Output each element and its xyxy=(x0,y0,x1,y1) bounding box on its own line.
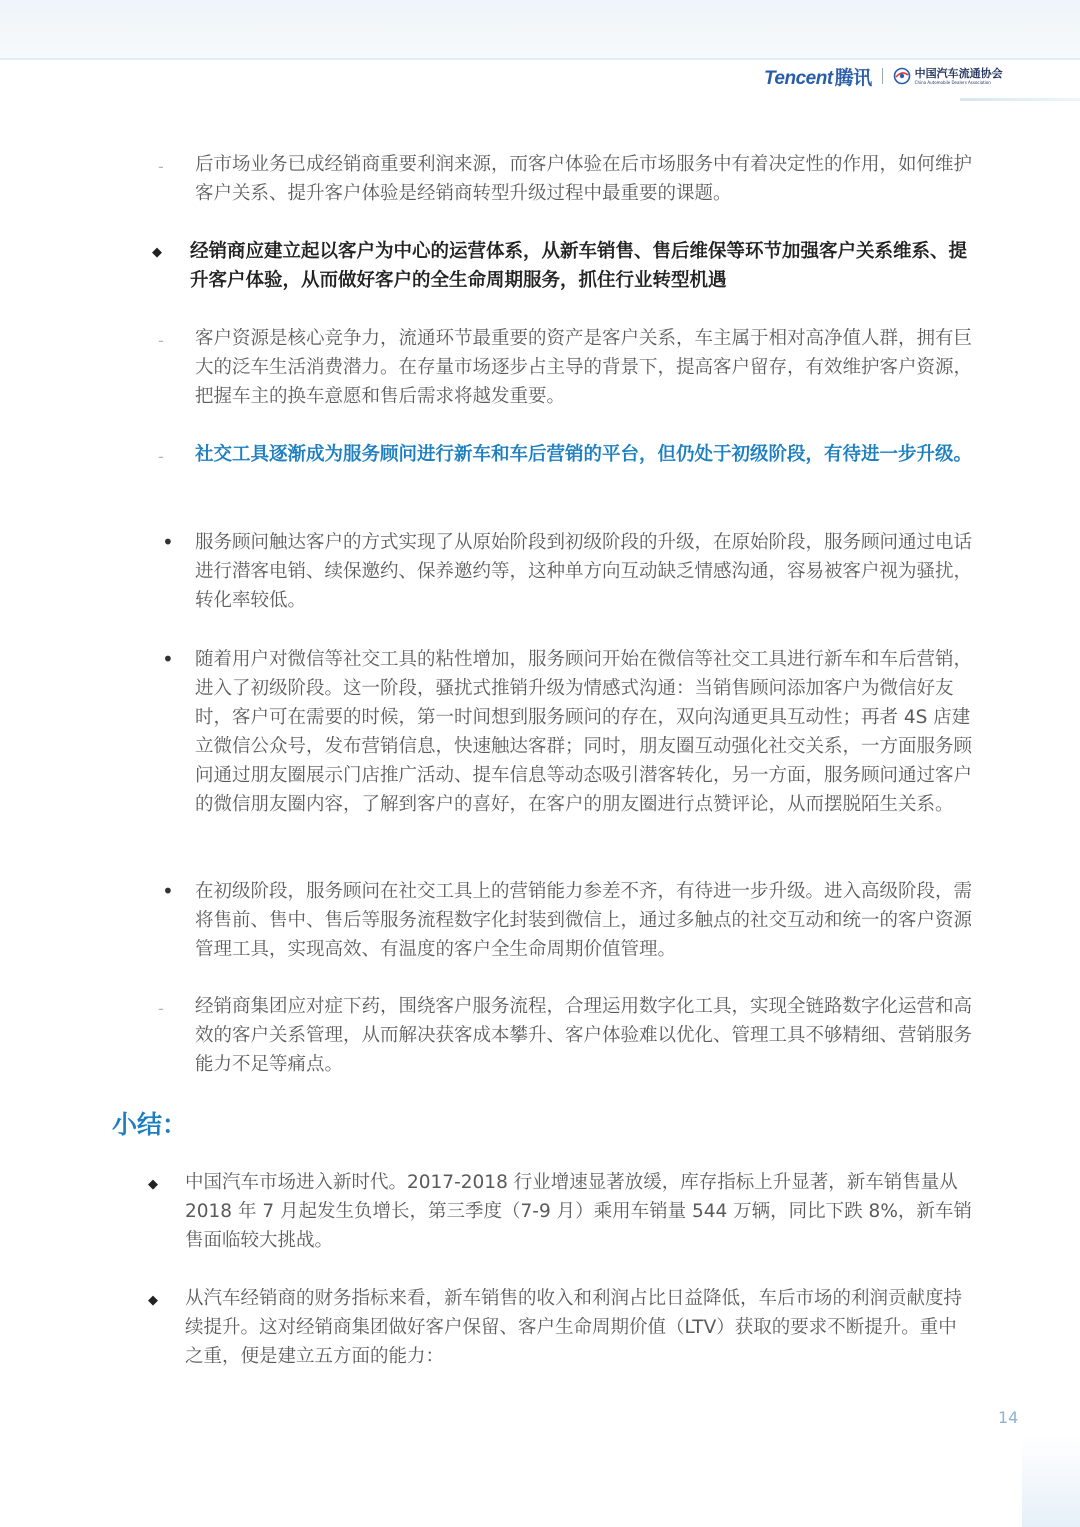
list-item: 客户资源是核心竞争力，流通环节最重要的资产是客户关系，车主属于相对高净值人群，拥有巨大的泛车生活消费潜力。在存量市场逐步占主导的背景下，提高客户留存，有效维护客户资源，把握车主的换车意愿和售后需求将越发重要。 xyxy=(195,328,973,407)
tencent-logo-en: Tencent xyxy=(764,67,833,89)
list-item-highlight: 经销商应建立起以客户为中心的运营体系，从新车销售、售后维保等环节加强客户关系维系、提升客户体验，从而做好客户的全生命周期服务，抓住行业转型机遇 xyxy=(190,241,968,291)
item-marker: • xyxy=(162,530,174,554)
item-marker: - xyxy=(158,331,164,350)
item-marker: - xyxy=(158,157,164,176)
summary-item-marker: ◆ xyxy=(148,1177,158,1192)
list-item: 后市场业务已成经销商重要利润来源，而客户体验在后市场服务中有着决定性的作用，如何维护客户关系、提升客户体验是经销商转型升级过程中最重要的课题。 xyxy=(195,154,973,204)
association-emblem-icon xyxy=(893,67,911,85)
item-marker: - xyxy=(158,447,164,466)
list-item: 服务顾问触达客户的方式实现了从原始阶段到初级阶段的升级，在原始阶段，服务顾问通过电话进行潜客电销、续保邀约、保养邀约等，这种单方向互动缺乏情感沟通，容易被客户视为骚扰，转化率较低。 xyxy=(195,532,973,611)
header-divider xyxy=(0,58,1080,60)
page-corner-decoration xyxy=(1022,1436,1080,1527)
header-logos xyxy=(764,62,1003,90)
list-item: 在初级阶段，服务顾问在社交工具上的营销能力参差不齐，有待进一步升级。进入高级阶段，需将售前、售中、售后等服务流程数字化封装到微信上，通过多触点的社交互动和统一的客户资源管理工具，实现高效、有温度的客户全生命周期价值管理。 xyxy=(195,881,973,960)
summary-item: 从汽车经销商的财务指标来看，新车销售的收入和利润占比日益降低，车后市场的利润贡献度持续提升。这对经销商集团做好客户保留、客户生命周期价值（LTV）获取的要求不断提升。重中之重，便是建立五方面的能力： xyxy=(185,1288,963,1367)
item-marker: • xyxy=(162,647,174,671)
item-marker: • xyxy=(162,879,174,903)
list-item-emphasis: 社交工具逐渐成为服务顾问进行新车和车后营销的平台，但仍处于初级阶段，有待进一步升级。 xyxy=(195,444,973,465)
page-number: 14 xyxy=(998,1408,1019,1427)
list-item: 经销商集团应对症下药，围绕客户服务流程，合理运用数字化工具，实现全链路数字化运营和高效的客户关系管理，从而解决获客成本攀升、客户体验难以优化、管理工具不够精细、营销服务能力不足等痛点。 xyxy=(195,996,973,1075)
association-logo-text xyxy=(915,68,1003,85)
summary-heading: 小结： xyxy=(112,1110,188,1139)
item-marker: - xyxy=(158,999,164,1018)
association-name-en: China Automobile Dealers Association xyxy=(914,79,991,85)
list-item: 随着用户对微信等社交工具的粘性增加，服务顾问开始在微信等社交工具进行新车和车后营销，进入了初级阶段。这一阶段，骚扰式推销升级为情感式沟通：当销售顾问添加客户为微信好友时，客户可在需要的时候，第一时间想到服务顾问的存在，双向沟通更具互动性；再者 4S 店建立微信公众号，发布营销信息，快速触达客群；同时，朋友圈互动强化社交关系，一方面服务顾问通过朋友圈展示门店推广活动、提车信息等动态吸引潜客转化，另一方面，服务顾问通过客户的微信朋友圈内容，了解到客户的喜好，在客户的朋友圈进行点赞评论，从而摆脱陌生关系。 xyxy=(195,649,973,815)
item-marker: ◆ xyxy=(152,245,162,260)
summary-item: 中国汽车市场进入新时代。2017-2018 行业增速显著放缓，库存指标上升显著，新车销售量从 2018 年 7 月起发生负增长，第三季度（7-9 月）乘用车销量 544 万辆，同比下跌 8%，新车销售面临较大挑战。 xyxy=(185,1172,972,1251)
summary-item-marker: ◆ xyxy=(148,1293,158,1308)
tencent-logo xyxy=(764,63,872,90)
tencent-logo-cn: 腾讯 xyxy=(834,67,872,89)
header-band xyxy=(0,0,1080,58)
header-accent-rule xyxy=(960,98,1080,101)
logo-separator xyxy=(882,68,883,84)
association-name-cn: 中国汽车流通协会 xyxy=(914,66,1003,80)
